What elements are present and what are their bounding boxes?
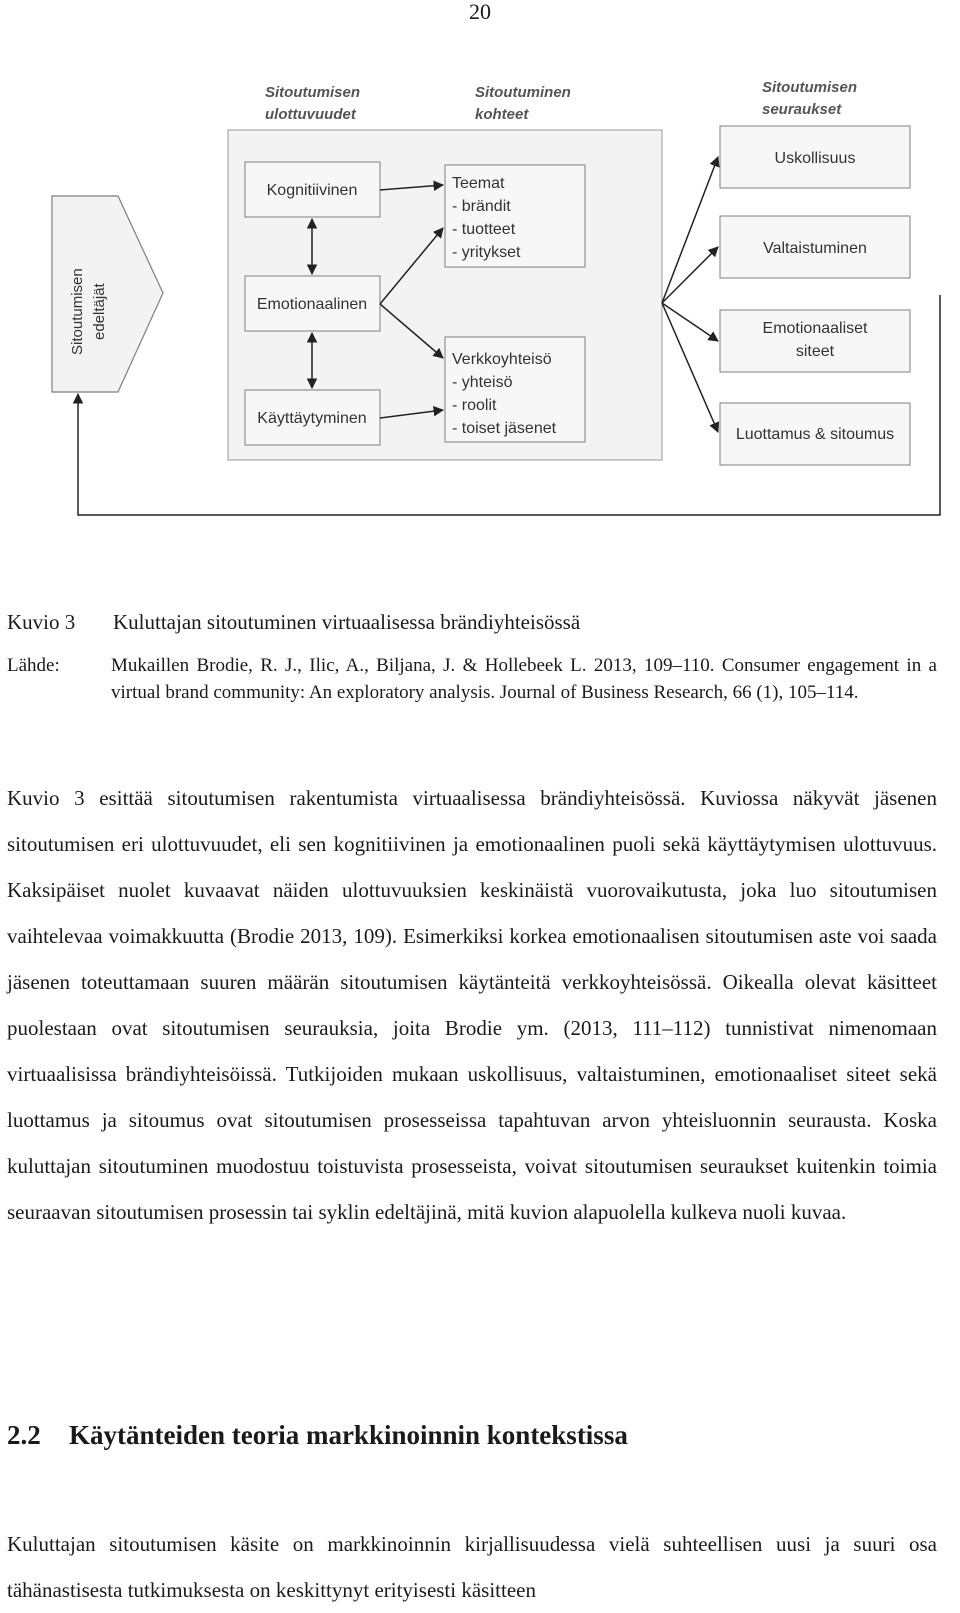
box-loyalty-label: Uskollisuus xyxy=(774,150,856,167)
caption-text: Kuluttajan sitoutuminen virtuaalisessa brändiyhteisössä xyxy=(113,610,581,634)
arrow-to-loyalty xyxy=(662,157,718,303)
box-themes-line3: - tuotteet xyxy=(452,221,516,238)
box-behavioral-label: Käyttäytyminen xyxy=(257,410,367,427)
source-label: Lähde: xyxy=(7,655,60,676)
box-community-line3: - roolit xyxy=(452,397,497,414)
header-dimensions xyxy=(265,84,360,123)
box-empowerment-label: Valtaistuminen xyxy=(763,240,867,257)
header-targets xyxy=(475,84,571,123)
box-trust-commitment-label: Luottamus & sitoumus xyxy=(735,426,895,443)
header-targets-line1: Sitoutuminen xyxy=(475,84,571,101)
section-number: 2.2 xyxy=(7,1420,41,1450)
header-outcomes xyxy=(762,79,857,118)
source-text: Mukaillen Brodie, R. J., Ilic, A., Biljana, J. & Hollebeek L. 2013, 109–110. Consumer engagement in a virtual brand community: An exploratory analysis. Journal of Business Research, 66 (1), 105–114. xyxy=(111,655,937,703)
body-paragraph-2: Kuluttajan sitoutumisen käsite on markkinoinnin kirjallisuudessa vielä suhteellisen uusi ja suuri osa tähänastisesta tutkimuksesta on keskittynyt erityisesti käsitteen xyxy=(7,1532,937,1602)
header-targets-line2: kohteet xyxy=(475,106,529,123)
box-themes-line4: - yritykset xyxy=(452,244,521,261)
engagement-diagram xyxy=(0,60,960,530)
arrow-to-empowerment xyxy=(662,247,718,303)
figure-source xyxy=(7,652,937,706)
box-emotional-label: Emotionaalinen xyxy=(256,296,368,313)
box-themes-line1: Teemat xyxy=(452,175,505,192)
page-number: 20 xyxy=(469,0,491,24)
box-themes-line2: - brändit xyxy=(452,198,511,215)
caption-label: Kuvio 3 xyxy=(7,610,76,634)
box-cognitive-label: Kognitiivinen xyxy=(266,182,358,199)
header-dimensions-line2: ulottuvuudet xyxy=(265,106,356,123)
header-outcomes-line1: Sitoutumisen xyxy=(762,79,858,96)
box-community-line1: Verkkoyhteisö xyxy=(452,351,552,368)
body-paragraph-1: Kuvio 3 esittää sitoutumisen rakentumista virtuaalisessa brändiyhteisössä. Kuviossa näkyvät jäsenen sitoutumisen eri ulottuvuudet, eli sen kognitiivinen ja emotionaalinen puoli sekä käyttäytymisen ulottuvuus. Kaksipäiset nuolet kuvaavat näiden ulottuvuuksien keskinäistä vuorovaikutusta, joka luo sitoutumisen vaihtelevaa voimakkuutta (Brodie 2013, 109). Esimerkiksi korkea emotionaalisen sitoutumisen aste voi saada jäsenen toteuttamaan suuren määrän sitoutumisen käytänteitä verkkoyhteisössä. Oikealla olevat käsitteet puolestaan ovat sitoutumisen seurauksia, joita Brodie ym. (2013, 111–112) tunnistivat nimenomaan virtuaalisissa brändiyhteisöissä. Tutkijoiden mukaan uskollisuus, valtaistuminen, emotionaaliset siteet sekä luottamus ja sitoumus ovat sitoutumisen prosesseissa tapahtuvan arvon yhteisluonnin seurausta. Koska kuluttajan sitoutuminen muodostuu toistuvista prosesseista, voivat sitoutumisen seuraukset kuitenkin toimia seuraavan sitoutumisen prosessin tai syklin edeltäjinä, mitä kuvion alapuolella kulkeva nuoli kuvaa. xyxy=(7,786,937,1224)
box-community-line2: - yhteisö xyxy=(452,374,513,391)
section-heading xyxy=(7,1420,628,1451)
antecedents-line2: edeltäjät xyxy=(91,283,108,340)
section-title: Käytänteiden teoria markkinoinnin kontekstissa xyxy=(69,1420,628,1450)
box-community-line4: - toiset jäsenet xyxy=(452,420,557,437)
antecedents-line1: Sitoutumisen xyxy=(69,268,86,355)
header-dimensions-line1: Sitoutumisen xyxy=(265,84,361,101)
box-emotional-bonds-line1: Emotionaaliset xyxy=(762,320,868,337)
header-outcomes-line2: seuraukset xyxy=(762,101,842,118)
box-emotional-bonds-line2: siteet xyxy=(795,343,835,360)
figure-caption xyxy=(7,610,580,635)
